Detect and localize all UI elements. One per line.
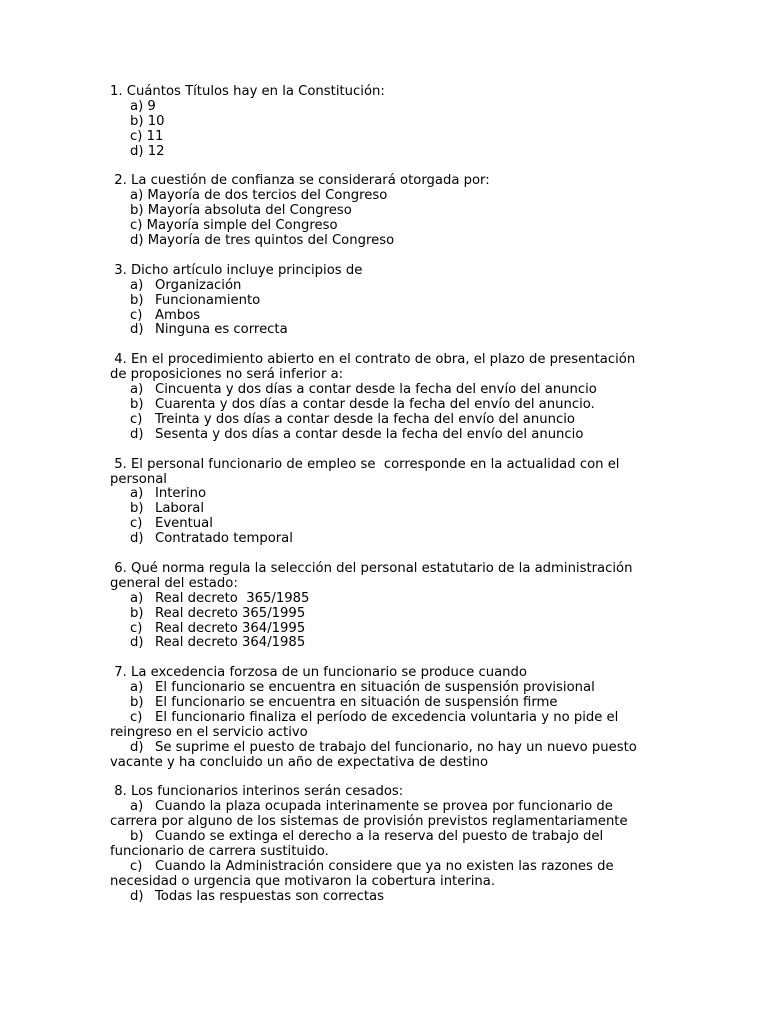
question-stem: 5. El personal funcionario de empleo se corresponde en la actualidad con el personal (110, 456, 624, 487)
option-letter: c) (130, 128, 147, 144)
question-stem: 8. Los funcionarios interinos serán cesados: (110, 784, 404, 800)
answer-option (110, 592, 655, 607)
option-letter: a) (130, 98, 148, 114)
option-letter: c) (130, 859, 143, 875)
option-letter: a) (130, 486, 144, 502)
option-text: Contratado temporal (155, 531, 293, 547)
question-3 (110, 264, 655, 339)
option-text: Se suprime el puesto de trabajo del funcionario, no hay un nuevo puesto vacante y ha concluido un año de expectativa de destino (110, 739, 642, 770)
option-text: Organización (155, 277, 242, 293)
answer-option (110, 309, 655, 324)
answer-option (110, 398, 655, 413)
option-letter: b) (130, 203, 148, 219)
option-text: 9 (147, 98, 156, 114)
option-text: Mayoría absoluta del Congreso (147, 203, 352, 219)
answer-option (110, 636, 655, 651)
answer-option (110, 487, 655, 502)
answer-option (110, 413, 655, 428)
option-text: Ambos (155, 307, 201, 323)
option-letter: d) (130, 531, 144, 547)
answer-option (110, 428, 655, 443)
option-text: Interino (155, 486, 207, 502)
option-letter: d) (130, 233, 148, 249)
answer-option (110, 294, 655, 309)
answer-option (110, 130, 655, 145)
option-text: Funcionamiento (155, 292, 261, 308)
option-text: Real decreto 365/1985 (155, 590, 310, 606)
answer-option (110, 502, 655, 517)
option-letter: b) (130, 605, 144, 621)
answer-option (110, 219, 655, 234)
answer-option (110, 607, 655, 622)
option-text: Cuando la Administración considere que ya no existen las razones de necesidad o urgencia que motivaron la cobertura interina. (110, 859, 618, 889)
option-text: El funcionario se encuentra en situación de suspensión provisional (155, 680, 595, 696)
option-letter: a) (130, 590, 144, 606)
option-text: Real decreto 364/1985 (155, 635, 306, 651)
answer-option (110, 890, 655, 905)
option-letter: d) (130, 426, 144, 442)
question-stem: 3. Dicho artículo incluye principios de (110, 262, 363, 278)
option-text: 11 (146, 128, 164, 144)
answer-option (110, 189, 655, 204)
option-text: Mayoría de tres quintos del Congreso (147, 233, 395, 249)
question-5 (110, 458, 655, 547)
question-stem: 6. Qué norma regula la selección del personal estatutario de la administración general del estado: (110, 560, 637, 591)
option-letter: c) (130, 307, 143, 323)
answer-option (110, 711, 655, 741)
option-letter: d) (130, 143, 148, 159)
option-letter: a) (130, 680, 144, 696)
question-stem: 7. La excedencia forzosa de un funcionario se produce cuando (110, 665, 527, 681)
answer-option (110, 622, 655, 637)
option-letter: c) (130, 218, 147, 234)
option-text: Ninguna es correcta (155, 322, 288, 338)
option-text: Sesenta y dos días a contar desde la fecha del envío del anuncio (155, 426, 584, 442)
option-text: 10 (147, 113, 165, 129)
answer-option (110, 681, 655, 696)
option-letter: a) (130, 799, 144, 815)
quiz-questions (110, 85, 655, 920)
option-text: Cuando la plaza ocupada interinamente se provea por funcionario de carrera por alguno de los sistemas de provisión previstos reglamentariamente (110, 799, 628, 830)
option-letter: c) (130, 620, 143, 636)
question-6 (110, 562, 655, 651)
answer-option (110, 532, 655, 547)
option-text: Treinta y dos días a contar desde la fecha del envío del anuncio (155, 411, 575, 427)
answer-option (110, 323, 655, 338)
option-letter: a) (130, 382, 144, 398)
answer-option (110, 800, 655, 830)
option-letter: c) (130, 411, 143, 427)
option-text: Eventual (155, 516, 213, 532)
question-4 (110, 353, 655, 442)
option-text: Laboral (155, 501, 205, 517)
option-text: Cincuenta y dos días a contar desde la fecha del envío del anuncio (155, 382, 597, 398)
option-letter: d) (130, 739, 144, 755)
answer-option (110, 830, 655, 860)
option-letter: a) (130, 188, 148, 204)
question-7 (110, 666, 655, 770)
option-letter: b) (130, 829, 144, 845)
question-stem: 1. Cuántos Títulos hay en la Constitución: (110, 84, 385, 99)
answer-option (110, 741, 655, 771)
option-text: El funcionario se encuentra en situación de suspensión firme (155, 695, 558, 711)
option-text: Cuarenta y dos días a contar desde la fecha del envío del anuncio. (155, 396, 595, 412)
answer-option (110, 279, 655, 294)
option-letter: b) (130, 113, 148, 129)
answer-option (110, 145, 655, 160)
answer-option (110, 234, 655, 249)
answer-option (110, 696, 655, 711)
answer-option (110, 383, 655, 398)
option-text: Real decreto 365/1995 (155, 605, 306, 621)
question-stem: 4. En el procedimiento abierto en el contrato de obra, el plazo de presentación de proposiciones no será inferior a: (110, 352, 640, 383)
option-letter: c) (130, 516, 143, 532)
option-letter: d) (130, 635, 144, 651)
question-1 (110, 85, 655, 160)
answer-option (110, 204, 655, 219)
option-letter: b) (130, 501, 144, 517)
option-letter: d) (130, 322, 144, 338)
question-stem: 2. La cuestión de confianza se considerará otorgada por: (110, 173, 490, 189)
option-text: Mayoría simple del Congreso (146, 218, 338, 234)
option-letter: b) (130, 396, 144, 412)
option-letter: d) (130, 888, 144, 904)
question-8 (110, 785, 655, 904)
answer-option (110, 115, 655, 130)
answer-option (110, 100, 655, 115)
answer-option (110, 860, 655, 890)
option-letter: b) (130, 292, 144, 308)
option-letter: a) (130, 277, 144, 293)
option-text: Todas las respuestas son correctas (155, 888, 384, 904)
question-2 (110, 174, 655, 249)
option-letter: c) (130, 709, 143, 725)
option-text: Cuando se extinga el derecho a la reserva del puesto de trabajo del funcionario de carrera sustituido. (110, 829, 608, 860)
option-text: El funcionario finaliza el período de excedencia voluntaria y no pide el reingreso en el servicio activo (110, 709, 623, 740)
option-text: Real decreto 364/1995 (155, 620, 306, 636)
option-text: 12 (147, 143, 165, 159)
option-text: Mayoría de dos tercios del Congreso (147, 188, 388, 204)
answer-option (110, 517, 655, 532)
option-letter: b) (130, 695, 144, 711)
